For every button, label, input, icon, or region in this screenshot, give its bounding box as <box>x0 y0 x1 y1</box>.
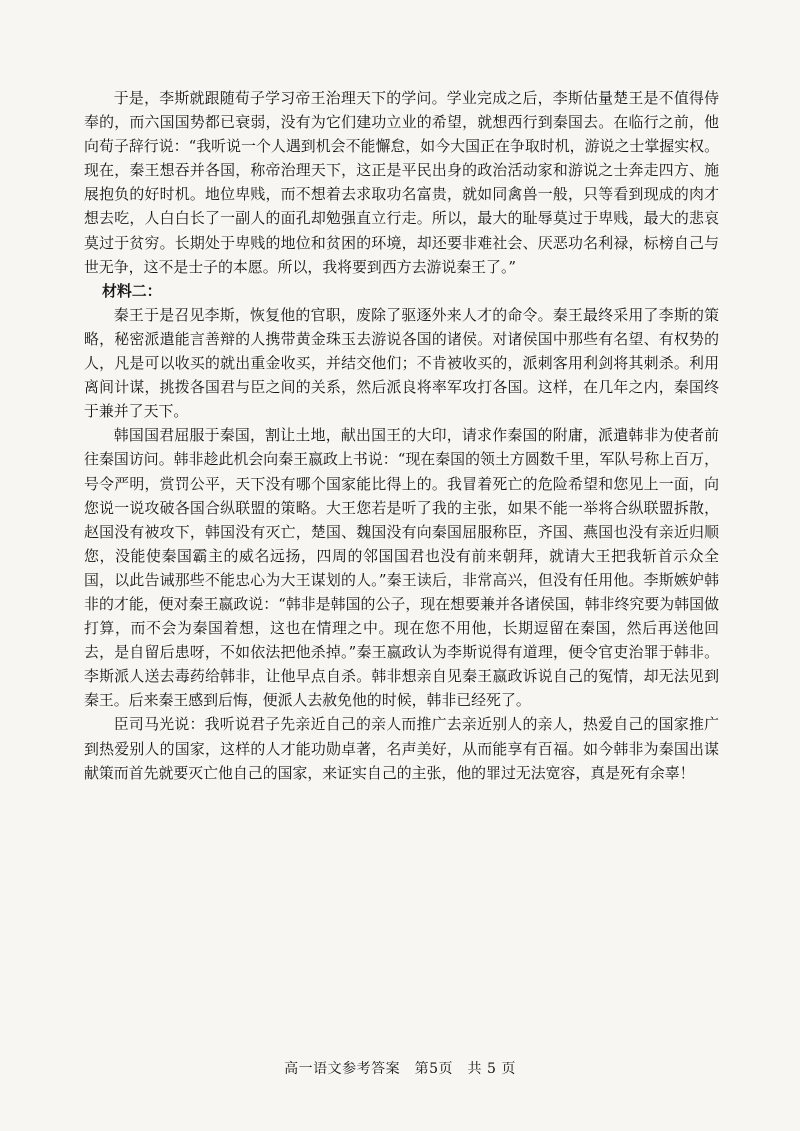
section-heading: 材料二： <box>102 281 162 300</box>
paragraph: 臣司马光说：我听说君子先亲近自己的亲人而推广去亲近别人的亲人，热爱自己的国家推广到热爱别人的国家，这样的人才能功勋卓著，名声美好，从而能享有百福。如今韩非为秦国出谋献策而首先就要灭亡他自己的国家，来证实自己的主张，他的罪过无法宽容，真是死有余辜！ <box>84 715 719 782</box>
paragraph: 秦王于是召见李斯，恢复他的官职，废除了驱逐外来人才的命令。秦王最终采用了李斯的策略，秘密派遣能言善辩的人携带黄金珠玉去游说各国的诸侯。对诸侯国中那些有名望、有权势的人，凡是可以收买的就出重金收买，并结交他们；不肯被收买的，派刺客用利剑将其刺杀。利用离间计谋，挑拨各国君与臣之间的关系，然后派良将率军攻打各国。这样，在几年之内，秦国终于兼并了天下。 <box>84 305 719 421</box>
document-body <box>84 86 719 785</box>
page-footer: 高一语文参考答案 第5页 共 5 页 <box>284 1061 516 1077</box>
paragraph: 于是，李斯就跟随荀子学习帝王治理天下的学问。学业完成之后，李斯估量楚王是不值得侍奉的，而六国国势都已衰弱，没有为它们建功立业的希望，就想西行到秦国去。在临行之前，他向荀子辞行说：“我听说一个人遇到机会不能懈怠，如今大国正在争取时机，游说之士掌握实权。现在，秦王想吞并各国，称帝治理天下，这正是平民出身的政治活动家和游说之士奔走四方、施展抱负的好时机。地位卑贱，而不想着去求取功名富贵，就如同禽兽一般，只等看到现成的肉才想去吃，人白白长了一副人的面孔却勉强直立行走。所以，最大的耻辱莫过于卑贱，最大的悲哀莫过于贫穷。长期处于卑贱的地位和贫困的环境，却还要非难社会、厌恶功名利禄，标榜自己与世无争，这不是士子的本愿。所以，我将要到西方去游说秦王了。” <box>84 89 719 276</box>
paragraph: 韩国国君屈服于秦国，割让土地，献出国王的大印，请求作秦国的附庸，派遣韩非为使者前往秦国访问。韩非趁此机会向秦王嬴政上书说：“现在秦国的领土方圆数千里，军队号称上百万，号令严明，赏罚公平，天下没有哪个国家能比得上的。我冒着死亡的危险希望和您见上一面，向您说一说攻破各国合纵联盟的策略。大王您若是听了我的主张，如果不能一举将合纵联盟拆散，赵国没有被攻下，韩国没有灭亡，楚国、魏国没有向秦国屈服称臣，齐国、燕国也没有亲近归顺您，没能使秦国霸主的威名远扬，四周的邻国国君也没有前来朝拜，就请大王把我斩首示众全国，以此告诫那些不能忠心为大王谋划的人。”秦王读后，非常高兴，但没有任用他。李斯嫉妒韩非的才能，便对秦王嬴政说：“韩非是韩国的公子，现在想要兼并各诸侯国，韩非终究要为韩国做打算，而不会为秦国着想，这也在情理之中。现在您不用他，长期逗留在秦国，然后再送他回去，是自留后患呀，不如依法把他杀掉。”秦王嬴政认为李斯说得有道理，便令官吏治罪于韩非。李斯派人送去毒药给韩非，让他早点自杀。韩非想亲自见秦王嬴政诉说自己的冤情，却无法见到秦王。后来秦王感到后悔，便派人去赦免他的时候，韩非已经死了。 <box>84 426 719 710</box>
